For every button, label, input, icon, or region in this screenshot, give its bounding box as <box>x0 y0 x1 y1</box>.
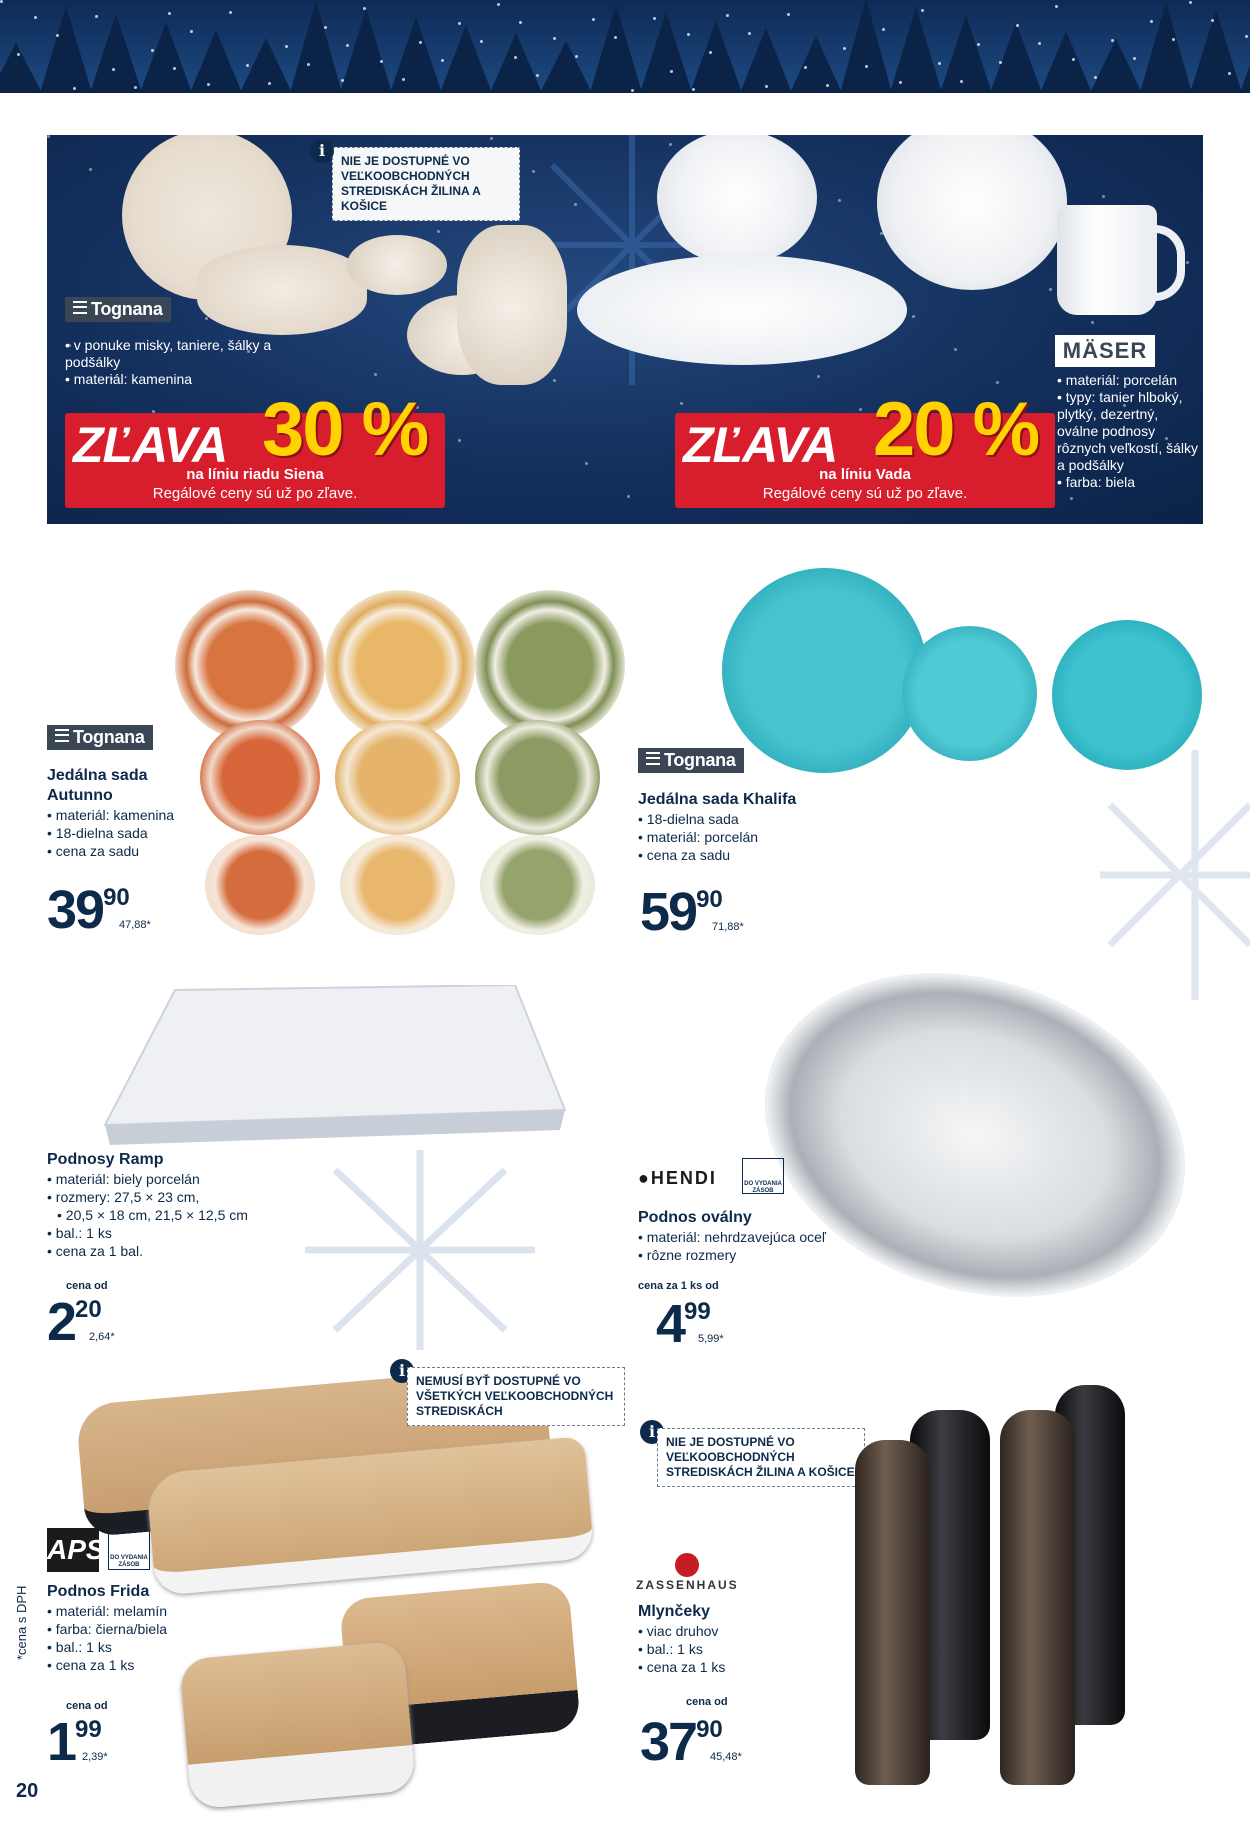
mlyncky-price: 3790 45,48* <box>640 1712 742 1772</box>
pine-tree-icon <box>290 1 342 93</box>
snow-dot <box>859 408 862 411</box>
discount-line-name: na líniu riadu Siena <box>186 466 324 483</box>
vada-mug <box>1057 205 1157 315</box>
snow-dot <box>173 67 176 70</box>
pine-tree-icon <box>940 15 992 93</box>
snow-dot <box>1049 288 1052 291</box>
snow-dot <box>1102 195 1105 198</box>
snow-dot <box>680 402 683 405</box>
product-title: Autunno <box>47 787 113 804</box>
stock-badge: DO VYDANIA ZÁSOB <box>742 1158 784 1194</box>
feature-line: • typy: tanier hlboký, plytký, dezertný, oválne podnosy rôznych veľkostí, šálky a podšálky <box>1057 389 1202 474</box>
snow-dot <box>419 41 422 44</box>
pine-tree-icon <box>440 25 492 93</box>
spec-line: • bal.: 1 ks <box>47 1224 307 1242</box>
snow-dot <box>207 83 210 86</box>
price-from-label: cena od <box>686 1696 728 1708</box>
pine-tree-icon <box>1190 10 1242 93</box>
spec-line: • cena za sadu <box>47 842 227 860</box>
product-title: Mlynčeky <box>638 1603 711 1620</box>
availability-info-box <box>332 147 520 221</box>
snow-dot <box>709 51 712 54</box>
info-line: NEMUSÍ BYŤ DOSTUPNÉ VO <box>416 1374 581 1388</box>
pine-tree-icon <box>1090 39 1142 93</box>
spec-line: • materiál: melamín <box>47 1602 287 1620</box>
snow-dot <box>804 66 807 69</box>
autunno-price: 3990 47,88* <box>47 880 151 940</box>
pine-tree-icon <box>740 28 792 93</box>
snow-dot <box>1186 261 1189 264</box>
snow-dot <box>1016 24 1019 27</box>
snow-dot <box>268 82 271 85</box>
tognana-logo: Tognana <box>47 725 153 750</box>
snowflake-icon <box>290 1140 550 1360</box>
ramp-tray-image <box>95 985 575 1145</box>
snow-dot <box>1055 5 1058 8</box>
pine-tree-icon <box>1040 31 1092 93</box>
snow-dot <box>490 137 493 140</box>
pepper-mill-brown-2 <box>1000 1410 1075 1785</box>
product-title: Jedálna sada <box>47 767 148 784</box>
pine-tree-icon <box>190 30 242 93</box>
snow-dot <box>670 70 673 73</box>
snow-dot <box>817 375 820 378</box>
khalifa-price: 5990 71,88* <box>640 882 744 942</box>
spec-line: • 20,5 × 18 cm, 21,5 × 12,5 cm <box>47 1206 307 1224</box>
snow-dot <box>519 21 522 24</box>
hendi-logo: ●HENDI <box>638 1168 717 1188</box>
snow-dot <box>960 80 963 83</box>
snow-dot <box>585 462 588 465</box>
info-icon: i <box>640 1420 664 1444</box>
snow-dot <box>190 30 193 33</box>
siena-cups-3 <box>457 225 567 385</box>
snow-dot <box>726 14 729 17</box>
snow-dot <box>1172 38 1175 41</box>
snow-dot <box>34 16 37 19</box>
info-line: VEĽKOOBCHODNÝCH <box>341 169 470 183</box>
snow-dot <box>341 79 344 82</box>
snow-dot <box>480 40 483 43</box>
pine-tree-icon <box>590 4 642 93</box>
vada-mug-handle <box>1147 225 1185 301</box>
snow-dot <box>912 315 915 318</box>
discount-label: ZĽAVA <box>73 417 228 473</box>
snow-dot <box>977 43 980 46</box>
discount-note: Regálové ceny sú už po zľave. <box>762 485 968 502</box>
snow-dot <box>285 45 288 48</box>
spec-line: • bal.: 1 ks <box>638 1640 838 1658</box>
zassenhaus-emblem-icon <box>675 1553 699 1577</box>
discount-label: ZĽAVA <box>683 417 838 473</box>
snow-dot <box>765 85 768 88</box>
snow-dot <box>843 47 846 50</box>
page-number: 20 <box>16 1780 39 1802</box>
pine-tree-icon <box>1140 2 1192 93</box>
siena-cups <box>347 235 447 295</box>
pine-tree-icon <box>990 23 1042 93</box>
pine-tree-icon <box>690 20 742 93</box>
snow-dot <box>112 68 115 71</box>
snow-dot <box>1133 57 1136 60</box>
snow-dot <box>47 135 50 138</box>
frida-price: 199 2,39* <box>47 1712 108 1772</box>
snow-dot <box>921 9 924 12</box>
snow-dot <box>882 28 885 31</box>
discount-sub <box>675 465 1055 503</box>
snow-dot <box>627 495 630 498</box>
discount-sub <box>65 465 445 503</box>
pine-tree-icon <box>640 12 692 93</box>
snow-dot <box>1111 39 1114 42</box>
pine-tree-icon <box>0 43 42 93</box>
snow-dot <box>134 86 137 89</box>
snow-dot <box>692 88 695 91</box>
spec-line: • 18-dielna sada <box>47 824 227 842</box>
snow-dot <box>748 32 751 35</box>
ramp-info <box>47 1150 307 1260</box>
availability-info-box <box>657 1428 865 1487</box>
snow-dot <box>56 34 59 37</box>
spec-line: • cena za 1 ks <box>47 1656 287 1674</box>
pine-tree-icon <box>790 36 842 93</box>
ovalny-price: 499 5,99* <box>656 1294 724 1354</box>
spec-line: • rôzne rozmery <box>638 1246 898 1264</box>
pine-tree-icon <box>1240 18 1250 93</box>
spec-line: • materiál: nehrdzavejúca oceľ <box>638 1228 898 1246</box>
pepper-mill-brown-1 <box>855 1440 930 1785</box>
snow-dot <box>73 87 76 90</box>
pine-tree-icon <box>40 6 92 93</box>
snow-dot <box>458 22 461 25</box>
spec-line: • farba: čierna/biela <box>47 1620 287 1638</box>
snow-dot <box>1091 321 1094 324</box>
vat-note: *cena s DPH <box>14 1585 29 1660</box>
hero-right-features <box>1057 372 1202 491</box>
pine-tree-icon <box>140 22 192 93</box>
info-line: VEĽKOOBCHODNÝCH <box>666 1450 795 1464</box>
snow-dot <box>246 64 249 67</box>
info-line: NIE JE DOSTUPNÉ VO <box>341 154 470 168</box>
snow-dot <box>1228 72 1231 75</box>
snow-dot <box>614 36 617 39</box>
snow-dot <box>346 44 349 47</box>
hero-left-features <box>65 337 285 388</box>
snow-dot <box>441 59 444 62</box>
mlyncky-info <box>638 1602 838 1676</box>
snow-dot <box>1072 58 1075 61</box>
snow-dot <box>592 18 595 21</box>
hero-promo-banner <box>47 135 1203 524</box>
aps-logo: APS <box>47 1528 99 1572</box>
snow-dot <box>631 89 634 92</box>
pine-tree-icon <box>490 33 542 93</box>
discount-percent: 30 % <box>262 387 428 472</box>
snow-dot <box>1094 76 1097 79</box>
vada-saucer <box>657 135 817 265</box>
pine-tree-icon <box>340 9 392 93</box>
info-line: STREDISKÁCH ŽILINA A KOŠICE <box>341 184 481 213</box>
snow-dot <box>229 11 232 14</box>
snow-dot <box>575 55 578 58</box>
info-icon: i <box>390 1359 414 1383</box>
snow-dot <box>1211 19 1214 22</box>
tognana-logo: Tognana <box>65 297 171 322</box>
snow-dot <box>307 63 310 66</box>
snow-dot <box>1245 35 1248 38</box>
snow-dot <box>17 53 20 56</box>
price-from-label: cena od <box>66 1700 108 1712</box>
snow-dot <box>363 7 366 10</box>
info-line: VŠETKÝCH VEĽKOOBCHODNÝCH <box>416 1389 614 1403</box>
spec-line: • viac druhov <box>638 1622 838 1640</box>
ovalny-info <box>638 1208 898 1264</box>
maser-logo: MÄSER <box>1055 335 1155 367</box>
discount-note: Regálové ceny sú už po zľave. <box>152 485 358 502</box>
price-from-label: cena od <box>66 1280 108 1292</box>
snow-dot <box>168 12 171 15</box>
tognana-logo: Tognana <box>638 748 744 773</box>
snow-dot <box>999 61 1002 64</box>
spec-line: • materiál: porcelán <box>638 828 898 846</box>
availability-info-box <box>407 1367 625 1426</box>
spec-line: • materiál: kamenina <box>47 806 227 824</box>
snow-dot <box>324 26 327 29</box>
snow-dot <box>687 33 690 36</box>
snow-dot <box>1189 1 1192 4</box>
snow-dot <box>1038 42 1041 45</box>
snow-dot <box>437 230 440 233</box>
pine-tree-icon <box>390 17 442 93</box>
snow-dot <box>95 15 98 18</box>
spec-line: • rozmery: 27,5 × 23 cm, <box>47 1188 307 1206</box>
top-winter-banner <box>0 0 1250 93</box>
spec-line: • cena za 1 ks <box>638 1658 838 1676</box>
discount-line-name: na líniu Vada <box>819 466 911 483</box>
snow-dot <box>89 168 92 171</box>
info-icon: i <box>310 139 334 163</box>
vada-oval-tray <box>577 255 907 365</box>
snow-dot <box>514 56 517 59</box>
price-from-label: cena za 1 ks od <box>638 1280 719 1292</box>
snow-dot <box>865 65 868 68</box>
snow-dot <box>380 60 383 63</box>
snow-dot <box>205 317 208 320</box>
discount-percent: 20 % <box>873 387 1039 472</box>
feature-line: • farba: biela <box>1057 474 1202 491</box>
snow-dot <box>0 0 3 3</box>
snow-dot <box>996 381 999 384</box>
snow-dot <box>536 74 539 77</box>
autunno-info <box>47 766 227 860</box>
spec-line: • materiál: biely porcelán <box>47 1170 307 1188</box>
snow-dot <box>899 81 902 84</box>
khalifa-info <box>638 790 898 864</box>
pine-tree-icon <box>540 41 592 93</box>
product-title: Podnos Frida <box>47 1583 150 1600</box>
feature-line: • materiál: porcelán <box>1057 372 1202 389</box>
stock-badge: DO VYDANIA ZÁSOB <box>108 1530 150 1570</box>
pine-tree-icon <box>890 7 942 93</box>
spec-line: • 18-dielna sada <box>638 810 898 828</box>
snow-dot <box>374 373 377 376</box>
snow-dot <box>1150 20 1153 23</box>
snow-dot <box>497 3 500 6</box>
snow-dot <box>653 17 656 20</box>
frida-info <box>47 1582 287 1674</box>
snow-dot <box>402 78 405 81</box>
zassenhaus-logo: ZASSENHAUS <box>636 1578 739 1592</box>
product-title: Podnos oválny <box>638 1209 752 1226</box>
snow-dot <box>458 439 461 442</box>
snow-dot <box>1070 497 1073 500</box>
ramp-price: 220 2,64* <box>47 1292 115 1352</box>
snow-dot <box>838 199 841 202</box>
snow-dot <box>787 13 790 16</box>
spec-line: • cena za 1 bal. <box>47 1242 307 1260</box>
pine-tree-icon <box>840 0 892 93</box>
snow-dot <box>826 84 829 87</box>
product-title: Jedálna sada Khalifa <box>638 791 797 808</box>
vada-deep-plate <box>877 135 1067 290</box>
product-title: Podnosy Ramp <box>47 1151 164 1168</box>
snowflake-icon <box>1090 745 1250 1005</box>
info-line: NIE JE DOSTUPNÉ VO <box>666 1435 795 1449</box>
info-line: STREDISKÁCH <box>416 1404 503 1418</box>
feature-line: • materiál: kamenina <box>65 371 285 388</box>
autunno-product-image <box>175 590 615 940</box>
pine-tree-icon <box>90 14 142 93</box>
spec-line: • cena za sadu <box>638 846 898 864</box>
feature-line: • v ponuke misky, taniere, šálky a podšálky <box>65 337 285 371</box>
siena-bowl <box>197 245 367 335</box>
info-line: STREDISKÁCH ŽILINA A KOŠICE <box>666 1465 855 1479</box>
snow-dot <box>954 348 957 351</box>
snow-dot <box>151 49 154 52</box>
spec-line: • bal.: 1 ks <box>47 1638 287 1656</box>
snow-dot <box>938 62 941 65</box>
snow-dot <box>553 37 556 40</box>
